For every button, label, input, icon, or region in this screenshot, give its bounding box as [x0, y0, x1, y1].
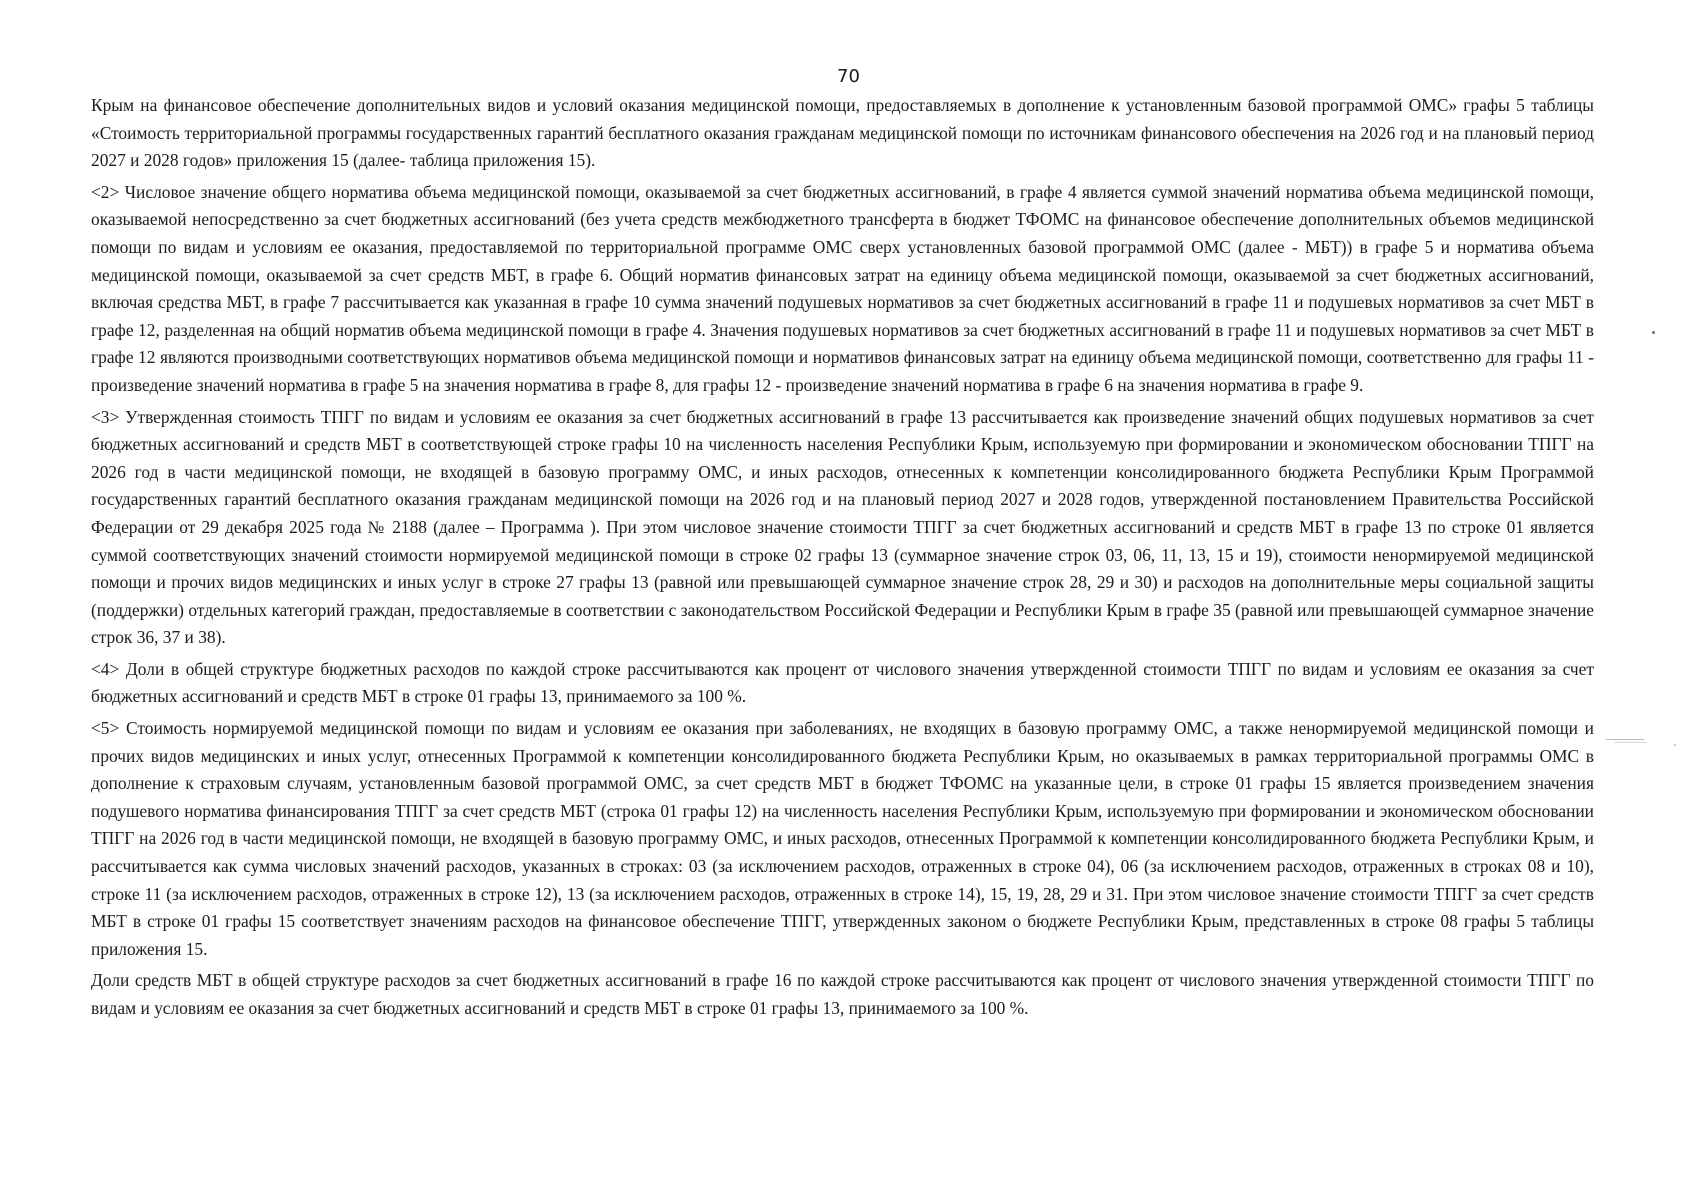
page-number: 70 [837, 66, 860, 87]
footnote-4: <4> Доли в общей структуре бюджетных расходов по каждой строке рассчитываются как процент от числового значения утвержденной стоимости ТПГГ по видам и условиям ее оказания за счет бюджетных ассигнований и средств МБТ в строке 01 графы 13, принимаемого за 100 %. [91, 658, 1594, 707]
scan-line [1606, 739, 1644, 740]
scan-dot [1652, 331, 1655, 334]
scan-dot [1674, 744, 1676, 746]
footnote-5: <5> Стоимость нормируемой медицинской помощи по видам и условиям ее оказания при заболеваниях, не входящих в базовую программу ОМС, а также ненормируемой медицинской помощи и прочих видов медицинских и иных услуг, отнесенных Программой к компетенции консолидированного бюджета Республики Крым, но оказываемых в рамках территориальной программы ОМС в дополнение к страховым случаям, установленным базовой программой ОМС, за счет средств МБТ в бюджет ТФОМС на указанные цели, в строке 01 графы 15 является произведением значения подушевого норматива финансирования ТПГГ за счет средств МБТ (строка 01 графы 12) на численность населения Республики Крым, используемую при формировании и экономическом обосновании ТПГГ на 2026 год в части медицинской помощи, не входящей в базовую программу ОМС, и иных расходов, отнесенных Программой к компетенции консолидированного бюджета Республики Крым, и рассчитывается как сумма числовых значений расходов, указанных в строках: 03 (за исключением расходов, отраженных в строке 04), 06 (за исключением расходов, отраженных в строках 08 и 10), строке 11 (за исключением расходов, отраженных в строке 12), 13 (за исключением расходов, отраженных в строке 14), 15, 19, 28, 29 и 31. При этом числовое значение стоимости ТПГГ за счет средств МБТ в строке 01 графы 15 соответствует значениям расходов на финансовое обеспечение ТПГГ, утвержденных законом о бюджете Республики Крым, представленных в строке 08 графы 5 таблицы приложения 15. [91, 718, 1594, 959]
scan-line [1614, 742, 1646, 743]
paragraph-continuation: Крым на финансовое обеспечение дополнительных видов и условий оказания медицинской помощи, предоставляемых в дополнение к установленным базовой программой ОМС» графы 5 таблицы «Стоимость территориальной программы государственных гарантий бесплатного оказания гражданам медицинской помощи по источникам финансового обеспечения на 2026 год и на плановый период 2027 и 2028 годов» приложения 15 (далее- таблица приложения 15). [91, 95, 1594, 171]
footnote-2: <2> Числовое значение общего норматива объема медицинской помощи, оказываемой за счет бюджетных ассигнований, в графе 4 является суммой значений норматива объема медицинской помощи, оказываемой непосредственно за счет бюджетных ассигнований (без учета средств межбюджетного трансферта в бюджет ТФОМС на финансовое обеспечение дополнительных объемов медицинской помощи по видам и условиям ее оказания, предоставляемой по территориальной программе ОМС сверх установленных базовой программой ОМС (далее - МБТ)) в графе 5 и норматива объема медицинской помощи, оказываемой за счет средств МБТ, в графе 6. Общий норматив финансовых затрат на единицу объема медицинской помощи, оказываемой за счет бюджетных ассигнований, включая средства МБТ, в графе 7 рассчитывается как указанная в графе 10 сумма значений подушевых нормативов за счет бюджетных ассигнований в графе 11 и подушевых нормативов за счет МБТ в графе 12, разделенная на общий норматив объема медицинской помощи в графе 4. Значения подушевых нормативов за счет бюджетных ассигнований в графе 11 и подушевых нормативов за счет МБТ в графе 12 являются производными соответствующих нормативов объема медицинской помощи и нормативов финансовых затрат на единицу объема медицинской помощи, соответственно для графы 11 - произведение значений норматива в графе 5 на значения норматива в графе 8, для графы 12 - произведение значений норматива в графе 6 на значения норматива в графе 9. [91, 181, 1594, 395]
paragraph-mbt-share: Доли средств МБТ в общей структуре расходов за счет бюджетных ассигнований в графе 16 по каждой строке рассчитываются как процент от числового значения утвержденной стоимости ТПГГ по видам и условиям ее оказания за счет бюджетных ассигнований и средств МБТ в строке 01 графы 13, принимаемого за 100 %. [91, 970, 1594, 1018]
document-body [91, 92, 1594, 1023]
footnote-3: <3> Утвержденная стоимость ТПГГ по видам и условиям ее оказания за счет бюджетных ассигнований в графе 13 рассчитывается как произведение значений общих подушевых нормативов за счет бюджетных ассигнований и средств МБТ в соответствующей строке графы 10 на численность населения Республики Крым, используемую при формировании и экономическом обосновании ТПГГ на 2026 год в части медицинской помощи, не входящей в базовую программу ОМС, и иных расходов, отнесенных к компетенции консолидированного бюджета Республики Крым Программой государственных гарантий бесплатного оказания гражданам медицинской помощи на 2026 год и на плановый период 2027 и 2028 годов, утвержденной постановлением Правительства Российской Федерации от 29 декабря 2025 года № 2188 (далее – Программа ). При этом числовое значение стоимости ТПГГ за счет бюджетных ассигнований и средств МБТ в графе 13 по строке 01 является суммой соответствующих значений стоимости нормируемой медицинской помощи в строке 02 графы 13 (суммарное значение строк 03, 06, 11, 13, 15 и 19), стоимости ненормируемой медицинской помощи и прочих видов медицинских и иных услуг в строке 27 графы 13 (равной или превышающей суммарное значение строк 28, 29 и 30) и расходов на дополнительные меры социальной защиты (поддержки) отдельных категорий граждан, предоставляемые в соответствии с законодательством Российской Федерации и Республики Крым в графе 35 (равной или превышающей суммарное значение строк 36, 37 и 38). [91, 406, 1594, 648]
